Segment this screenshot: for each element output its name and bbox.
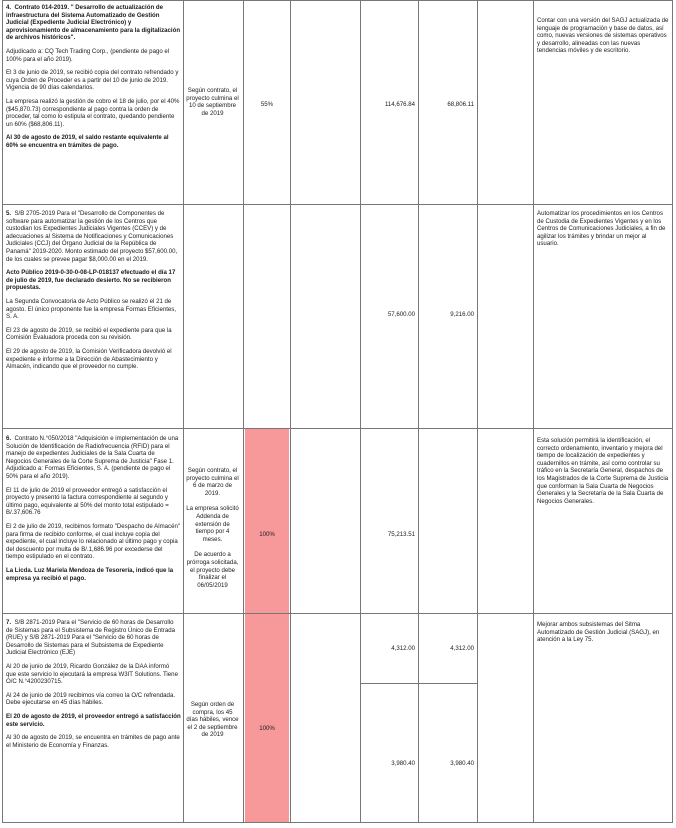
item-paid: 68,806.11 [447,101,474,108]
item-paragraph: La Licda. Luz Mariela Mendoza de Tesorería, indicó que la empresa ya recibió el pago. [6,566,174,582]
row-border [2,428,672,429]
table-divider [290,0,291,823]
item-percent: 100% [259,725,275,732]
item-paragraph: El 20 de agosto de 2019, el proveedor entregó a satisfacción este servicio. [6,712,181,728]
item-paragraph: Adjudicado a: CQ Tech Trading Corp., (pendiente de pago el 100% para el año 2019). [6,47,170,63]
item-benefit: Mejorar ambos subsistemas del Sitma Automatizado de Gestión Judicial (SAGJ), en atención a la Ley 75. [537,621,660,644]
item-benefit: Contar con una versión del SAGJ actualizada de lenguaje de programación y base de datos, así como, nuevas versiones de sistemas operativos y desarrollo, alineadas con las nuevas tendencias móviles y de escritorio. [537,17,669,55]
item-amount: 4,312.00 [391,645,415,652]
item-status: Según orden de compra, los 45 días hábiles, vence el 2 de septiembre de 2019 [186,701,239,739]
item-description [6,210,181,377]
table-divider [418,0,419,823]
item-amount: 57,600.00 [387,311,415,318]
table-border-right [672,0,673,823]
sub-row-border [360,683,477,684]
item-description [6,435,181,588]
item-paragraph: El 23 de agosto de 2019, se recibió el expediente para que la Comisión Evaluadora proceda con su revisión. [6,326,172,342]
item-paragraph: La empresa realizó la gestión de cobro el 18 de julio, por el 40% ($45,870.73) correspondiente al pago contra la orden de proceder, tal como lo estipula el contrato, quedando pendiente un 60% ($68,806.11). [6,97,180,128]
item-description [6,4,181,156]
item-description [6,619,181,755]
item-paragraph: Al 20 de junio de 2019, Ricardo González de la DAA informó que este servicio lo ejecutará la empresa W3IT Solutions. Tiene O/C N.°4200230715. [6,662,178,686]
item-paragraph: El 29 de agosto de 2019, la Comisión Verificadora devolvió el expediente e informe a la Dirección de Abastecimiento y Almacén, indicando que el proveedor no cumple. [6,347,172,371]
item-paragraph: S/B 2871-2019 Para el "Servicio de 60 horas de Desarrollo de Sistemas para el Subsistema de Registro Único de Entrada (RUE) y S/B 2871-2019 Para el "Servicio de 60 horas de Desarrollo de Sistemas para el Subsistema de Expediente Judicial Electrónico (EJE) [6,619,176,657]
item-number: 7. [6,619,12,626]
item-paid: 9,216.00 [450,311,474,318]
item-paragraph: La Segunda Convocatoria de Acto Público se realizó el 21 de agosto. El único proponente fue la empresa Formas Eficientes, S. A. [6,297,177,321]
table-divider [360,0,361,823]
row-border-top [2,0,672,1]
item-paragraph: El 2 de julio de 2019, recibimos formato "Despacho de Almacén" para firma de recibido conforme, el cual incluye copia del expediente, el cual incluye lo relacionado al último pago y copia del descuento por multa de B/.1,686.96 por excederse del tiempo estipulado en el contrato. [6,522,181,561]
item-paragraph: Al 30 de agosto de 2019, el saldo restante equivalente al 60% se encuentra en trámites de pago. [6,134,169,149]
item-paragraph: Contrato N.°050/2018 "Adquisición e implementación de una Solución de Identificación de Radiofrecuencia (RFID) para el manejo de expedientes Judiciales de la Sala Cuarta de Negocios Generales de la Corte Suprema de Justicia" Fase 1. Adjudicado a: Formas Eficientes, S. A. (pendiente de pago el 50% para el año 2019). [6,435,179,480]
row-border-bottom [2,822,672,823]
item-paragraph: Contrato 014-2019. " Desarrollo de actualización de infraestructura del Sistema Automatizado de Gestión Judicial (Expediente Judicial Electrónico) y aprovisionamiento de almacenamiento para la digitalización de archivos históricos". [6,4,181,42]
item-paid: 4,312.00 [450,645,474,652]
item-number: 4. [6,4,12,11]
status-part: La empresa solicitó Addenda de extensión de tiempo por 4 meses. [186,505,239,543]
table-border-left [2,0,3,823]
table-divider [533,0,534,823]
table-divider [477,0,478,823]
row-border [2,613,672,614]
item-paragraph: El 3 de junio de 2019, se recibió copia del contrato refrendado y cuya Orden de Proceder es a partir del 10 de junio de 2019. Vigencia de 90 días calendarios. [6,69,179,92]
item-paid: 3,980.40 [450,760,474,767]
item-amount: 3,980.40 [391,760,415,767]
percent-highlight [245,429,289,613]
item-percent: 100% [259,531,275,538]
item-benefit: Esta solución permitirá la identificación, el correcto ordenamiento, inventario y mejora del tiempo de localización de expedientes y cuadernillos en trámite, así como controlar su tráfico en la Secretaría General, despachos de los Magistrados de la Corte Suprema de Justicia que conforman la Sala Cuarta de Negocios Generales y la Secretaría de la Sala Cuarta de Negocios Generales. [537,437,669,505]
table-divider [183,0,184,823]
item-amount: 114,676.84 [384,101,415,108]
item-number: 6. [6,435,12,442]
item-status [186,467,239,589]
item-paragraph: Al 30 de agosto de 2019, se encuentra en trámites de pago ante el Ministerio de Economía y Finanzas. [6,734,180,749]
item-paragraph: Acto Público 2019-0-30-0-08-LP-018137 efectuado el día 17 de julio de 2019, fue declarado desierto. No se recibieron propuestas. [6,269,176,292]
item-status: Según contrato, el proyecto culmina el 10 de septiembre de 2019 [186,87,239,117]
status-part: Según contrato, el proyecto culmina el 6 de marzo de 2019. [186,467,239,497]
row-border [2,204,672,205]
table-divider [243,0,244,823]
item-amount: 75,213.51 [387,531,415,538]
item-benefit: Automatizar los procedimientos en los Centros de Custodia de Expedientes Vigentes y en los Centros de Comunicaciones Judiciales, a fin de agilizar los trámites y brindar un mejor al usuario. [537,210,666,248]
item-percent: 55% [260,101,274,108]
item-paragraph: El 11 de julio de 2019 el proveedor entregó a satisfacción el proyecto y presentó la factura correspondiente al segundo y último pago, equivalente al 50% del monto total estipulado = B/.37,606.76 [6,486,169,517]
status-part: De acuerdo a prórroga solicitada, el proyecto debe finalizar el 06/05/2019 [186,551,239,589]
item-paragraph: Al 24 de junio de 2019 recibimos vía correo la O/C refrendada. Debe ejecutarse en 45 días hábiles. [6,691,176,707]
item-number: 5. [6,210,12,217]
percent-highlight [245,614,289,822]
item-paragraph: S/B 2705-2019 Para el "Desarrollo de Componentes de software para automatizar la gestión de los Centros que custodian los Expedientes Judiciales Vigentes (CCEV) y de adecuaciones al Sistema de Notificaciones y Comunicaciones Judiciales (CCJ) del Órgano Judicial de la República de Panamá" 2019-2020. Monto estimado del proyecto $57,600.00, de los cuales se prevee pagar $8,000.00 en el 2019. [6,210,178,263]
